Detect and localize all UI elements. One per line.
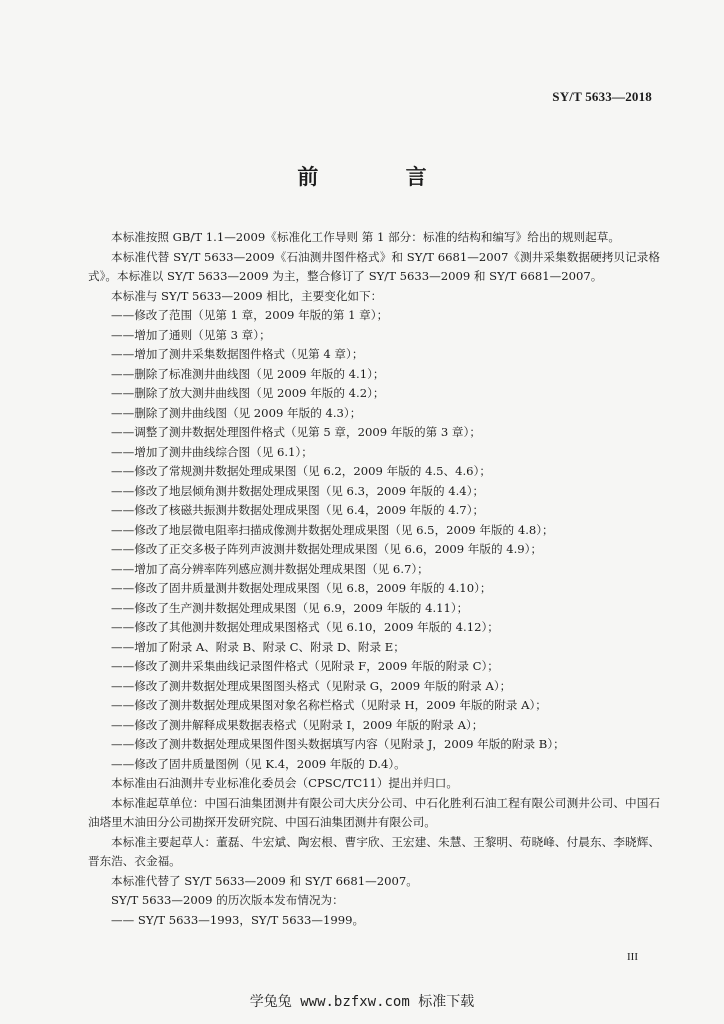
standard-number: SY/T 5633—2018 bbox=[552, 89, 652, 104]
list-item: ——删除了标准测井曲线图（见 2009 年版的 4.1）； bbox=[111, 366, 385, 381]
paragraph-history-intro: SY/T 5633—2009 的历次版本发布情况为： bbox=[111, 893, 344, 907]
list-item: ——修改了测井数据处理成果图件图头数据填写内容（见附录 J，2009 年版的附录 B）； bbox=[111, 737, 565, 751]
list-item: ——删除了测井曲线图（见 2009 年版的 4.3）； bbox=[111, 405, 362, 420]
list-item: ——修改了核磁共振测井数据处理成果图（见 6.4，2009 年版的 4.7）； bbox=[111, 503, 485, 517]
list-item: ——修改了测井采集曲线记录图件格式（见附录 F，2009 年版的附录 C）； bbox=[111, 659, 499, 673]
list-item: ——修改了正交多极子阵列声波测井数据处理成果图（见 6.6，2009 年版的 4.9）； bbox=[111, 542, 543, 556]
list-item: ——增加了测井曲线综合图（见 6.1）； bbox=[111, 444, 313, 459]
paragraph-proposer: 本标准由石油测井专业标准化委员会（CPSC/TC11）提出并归口。 bbox=[111, 776, 458, 790]
list-item: ——修改了其他测井数据处理成果图格式（见 6.10，2009 年版的 4.12）； bbox=[111, 620, 499, 634]
list-item: ——修改了测井解释成果数据表格式（见附录 I，2009 年版的附录 A）； bbox=[111, 717, 484, 732]
paragraph-drafting-units: 本标准起草单位：中国石油集团测井有限公司大庆分公司、中石化胜利石油工程有限公司测井公司、中国石油塔里木油田分公司勘探开发研究院、中国石油集团测井有限公司。 bbox=[88, 795, 660, 829]
list-item: ——增加了测井采集数据图件格式（见第 4 章）； bbox=[111, 347, 364, 361]
list-item: ——增加了高分辨率阵列感应测井数据处理成果图（见 6.7）； bbox=[111, 561, 429, 576]
document-body bbox=[88, 228, 660, 930]
changes-list bbox=[88, 306, 660, 774]
footer-watermark: 学兔兔 www.bzfxw.com 标准下载 bbox=[249, 994, 475, 1010]
list-item: ——修改了地层倾角测井数据处理成果图（见 6.3，2009 年版的 4.4）； bbox=[111, 483, 485, 498]
paragraph-drafters: 本标准主要起草人：董磊、牛宏斌、陶宏根、曹宇欣、王宏建、朱慧、王黎明、苟晓峰、付晨东、李晓辉、晋东浩、衣金福。 bbox=[88, 834, 660, 868]
paragraph-history-versions: —— SY/T 5633—1993，SY/T 5633—1999。 bbox=[111, 912, 365, 927]
page-number: III bbox=[627, 951, 638, 963]
list-item: ——增加了通则（见第 3 章）； bbox=[111, 327, 271, 342]
paragraph-replaces: 本标准代替了 SY/T 5633—2009 和 SY/T 6681—2007。 bbox=[111, 873, 418, 888]
list-item: ——修改了固井质量测井数据处理成果图（见 6.8，2009 年版的 4.10）； bbox=[111, 581, 492, 595]
list-item: ——修改了生产测井数据处理成果图（见 6.9，2009 年版的 4.11）； bbox=[111, 600, 469, 615]
paragraph-replacement: 本标准代替 SY/T 5633—2009《石油测井图件格式》和 SY/T 6681—2007《测井采集数据硬拷贝记录格式》。本标准以 SY/T 5633—2009 为主，整合修订了 SY/T 5633—2009 和 SY/T 6681—2007。 bbox=[88, 249, 660, 283]
list-item: ——增加了附录 A、附录 B、附录 C、附录 D、附录 E； bbox=[111, 639, 405, 654]
list-item: ——修改了常规测井数据处理成果图（见 6.2，2009 年版的 4.5、4.6）； bbox=[111, 464, 491, 478]
page-title: 前 言 bbox=[297, 165, 467, 189]
list-item: ——修改了范围（见第 1 章，2009 年版的第 1 章）； bbox=[111, 308, 389, 322]
list-item: ——修改了地层微电阻率扫描成像测井数据处理成果图（见 6.5，2009 年版的 4.8）； bbox=[111, 522, 554, 537]
list-item: ——修改了测井数据处理成果图对象名称栏格式（见附录 H，2009 年版的附录 A）； bbox=[111, 698, 547, 712]
paragraph-drafting-rules: 本标准按照 GB/T 1.1—2009《标准化工作导则 第 1 部分：标准的结构和编写》给出的规则起草。 bbox=[111, 230, 620, 244]
list-item: ——删除了放大测井曲线图（见 2009 年版的 4.2）； bbox=[111, 386, 385, 400]
paragraph-changes-intro: 本标准与 SY/T 5633—2009 相比，主要变化如下： bbox=[111, 288, 383, 303]
list-item: ——调整了测井数据处理图件格式（见第 5 章，2009 年版的第 3 章）； bbox=[111, 425, 481, 439]
list-item: ——修改了测井数据处理成果图图头格式（见附录 G，2009 年版的附录 A）； bbox=[111, 678, 512, 693]
list-item: ——修改了固井质量图例（见 K.4，2009 年版的 D.4）。 bbox=[111, 756, 406, 771]
